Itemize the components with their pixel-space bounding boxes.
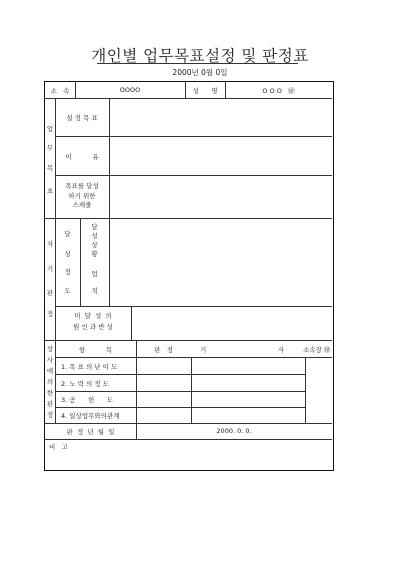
judgement-date-label: 판 정 년 월 일 [66, 428, 115, 436]
column-divider [131, 306, 132, 340]
row-divider [45, 423, 332, 424]
schedule-label: 목표를 달성 하기 위한 스케줄 [65, 182, 99, 209]
performance-char: 정 [64, 268, 71, 276]
self-eval-group-char: 기 [46, 265, 54, 273]
achieve-status-char: 황 [91, 250, 98, 258]
achieve-char: 성 [64, 250, 71, 258]
dept-label: 소 속 [50, 87, 70, 95]
criteria-item: 2. 노 력 의 정 도 [61, 380, 109, 388]
supervisor-group-char: 정 [46, 411, 54, 419]
work-goal-group-char: 업 [46, 125, 54, 133]
work-goal-group-char: 무 [46, 144, 54, 152]
supervisor-group-char: 사 [46, 356, 54, 364]
judgement-column-header: 판 정 [154, 346, 173, 354]
row-divider [55, 136, 332, 137]
supervisor-group-char: 판 [46, 400, 54, 408]
work-result-char: 업 [91, 270, 98, 278]
note-column-header: 기 [200, 346, 207, 354]
self-eval-group-char: 정 [46, 310, 54, 318]
row-divider [55, 391, 305, 392]
achieve-status-char: 달 [91, 223, 98, 231]
row-divider [55, 374, 305, 375]
shortfall-reason-label: 미 달 성 의 원 인 과 반 성 [73, 312, 113, 331]
work-goal-group-char: 목 [46, 164, 54, 172]
evaluation-form [44, 81, 334, 471]
self-eval-group-char: 판 [46, 289, 54, 297]
row-divider [55, 306, 332, 307]
criteria-item: 3. 공 헌 도 [61, 396, 113, 404]
column-divider [305, 357, 306, 423]
column-divider [109, 218, 110, 306]
performance-char: 도 [64, 287, 71, 295]
criteria-item: 4. 일상업무와의관계 [61, 412, 120, 420]
judgement-date-value: 2000. 0. 0. [216, 427, 252, 435]
row-divider [45, 340, 332, 341]
title-underline [97, 63, 298, 64]
column-divider [109, 98, 110, 218]
note-column-header: 사 [278, 346, 285, 354]
name-label: 성 명 [192, 87, 218, 95]
goal-setting-label: 설 정 목 표 [66, 114, 98, 122]
supervisor-group-char: 상 [46, 345, 54, 353]
column-divider [55, 98, 56, 423]
row-divider [45, 439, 332, 440]
work-result-char: 적 [91, 287, 98, 295]
manager-seal-header: 소속장 ㊞ [303, 346, 331, 354]
page-title: 개인별 업무목표설정 및 판정표 [91, 47, 309, 65]
column-divider [191, 357, 192, 423]
row-divider [45, 218, 332, 219]
supervisor-group-char: 의 [46, 378, 54, 386]
self-eval-group-char: 자 [46, 240, 54, 248]
row-divider [55, 175, 332, 176]
achieve-status-char: 성 [91, 232, 98, 240]
column-divider [136, 340, 137, 439]
reason-label: 이 유 [65, 153, 99, 161]
remarks-label: 비 고 [49, 443, 68, 451]
name-value-with-seal: O O O ㊞ [262, 87, 295, 95]
supervisor-group-char: 한 [46, 389, 54, 397]
row-divider [45, 98, 332, 99]
document-date: 2000년 0월 0일 [172, 68, 228, 77]
work-goal-group-char: 표 [46, 187, 54, 195]
row-divider [55, 407, 305, 408]
criteria-item: 1. 목 표 의 난 이 도 [61, 363, 118, 371]
dept-value: OOOO [119, 86, 141, 94]
item-column-header: 항 목 [78, 346, 113, 354]
achieve-status-char: 상 [91, 241, 98, 249]
supervisor-group-char: 에 [46, 367, 54, 375]
achieve-char: 달 [64, 230, 71, 238]
row-divider [55, 357, 332, 358]
